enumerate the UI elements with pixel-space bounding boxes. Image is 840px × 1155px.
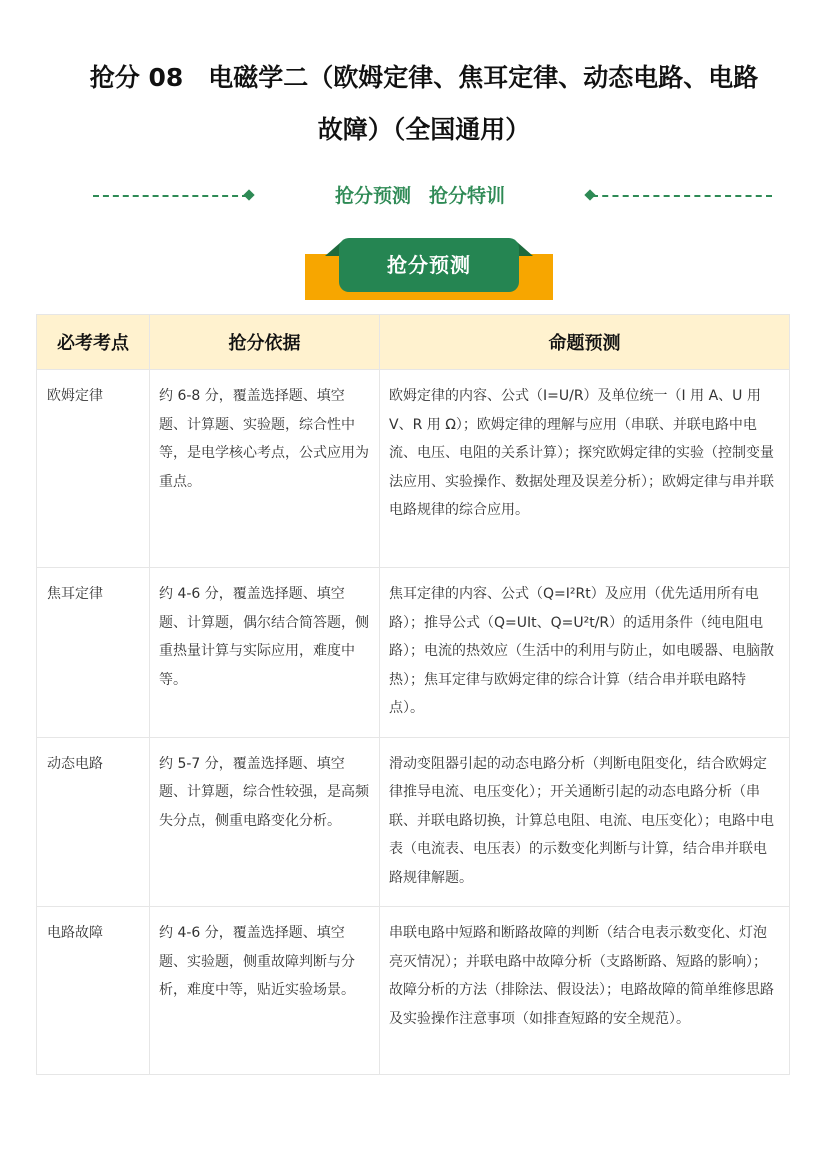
header-topic: 必考考点 <box>37 315 150 370</box>
cell-prediction: 串联电路中短路和断路故障的判断（结合电表示数变化、灯泡亮灭情况）；并联电路中故障分析（支路断路、短路的影响）；故障分析的方法（排除法、假设法）；电路故障的简单维修思路及实验操作注意事项（如排查短路的安全规范）。 <box>380 907 790 1075</box>
ribbon-fold-right <box>517 242 533 256</box>
table-row <box>37 568 790 738</box>
table-header-row <box>37 315 790 370</box>
title-line-1: 抢分 08 电磁学二（欧姆定律、焦耳定律、动态电路、电路 <box>89 63 759 92</box>
table-row <box>37 370 790 568</box>
banner-right-text: 抢分特训 <box>429 185 506 207</box>
cell-prediction: 欧姆定律的内容、公式（I=U/R）及单位统一（I 用 A、U 用 V、R 用 Ω）；欧姆定律的理解与应用（串联、并联电路中电流、电压、电阻的关系计算）；探究欧姆定律的实验（控制变量法应用、实验操作、数据处理及误差分析）；欧姆定律与串并联电路规律的综合应用。 <box>380 370 790 568</box>
section-banner <box>0 180 840 212</box>
dashed-divider-right <box>592 195 772 197</box>
cell-basis: 约 5-7 分，覆盖选择题、填空题、计算题，综合性较强，是高频失分点，侧重电路变化分析。 <box>150 737 380 907</box>
table-row <box>37 737 790 907</box>
cell-prediction: 滑动变阻器引起的动态电路分析（判断电阻变化，结合欧姆定律推导电流、电压变化）；开关通断引起的动态电路分析（串联、并联电路切换，计算总电阻、电流、电压变化）；电路中电表（电流表、电压表）的示数变化判断与计算，结合串并联电路规律解题。 <box>380 737 790 907</box>
banner-title <box>270 180 570 212</box>
table-row <box>37 907 790 1075</box>
cell-basis: 约 6-8 分，覆盖选择题、填空题、计算题、实验题，综合性中等，是电学核心考点，公式应用为重点。 <box>150 370 380 568</box>
cell-basis: 约 4-6 分，覆盖选择题、填空题、实验题，侧重故障判断与分析，难度中等，贴近实验场景。 <box>150 907 380 1075</box>
title-line-2: 故障）（全国通用） <box>317 115 531 144</box>
diamond-icon <box>243 189 254 200</box>
dashed-divider-left <box>93 195 248 197</box>
section-badge <box>305 238 553 300</box>
cell-topic: 焦耳定律 <box>37 568 150 738</box>
header-prediction: 命题预测 <box>380 315 790 370</box>
cell-topic: 动态电路 <box>37 737 150 907</box>
cell-basis: 约 4-6 分，覆盖选择题、填空题、计算题，偶尔结合简答题，侧重热量计算与实际应用，难度中等。 <box>150 568 380 738</box>
badge-label: 抢分预测 <box>339 238 519 292</box>
cell-prediction: 焦耳定律的内容、公式（Q=I²Rt）及应用（优先适用所有电路）；推导公式（Q=UIt、Q=U²t/R）的适用条件（纯电阻电路）；电流的热效应（生活中的利用与防止，如电暖器、电脑散热）；焦耳定律与欧姆定律的综合计算（结合串并联电路特点）。 <box>380 568 790 738</box>
cell-topic: 欧姆定律 <box>37 370 150 568</box>
forecast-table <box>36 314 790 1075</box>
banner-left-text: 抢分预测 <box>334 185 411 207</box>
page-title <box>40 52 808 156</box>
header-basis: 抢分依据 <box>150 315 380 370</box>
cell-topic: 电路故障 <box>37 907 150 1075</box>
